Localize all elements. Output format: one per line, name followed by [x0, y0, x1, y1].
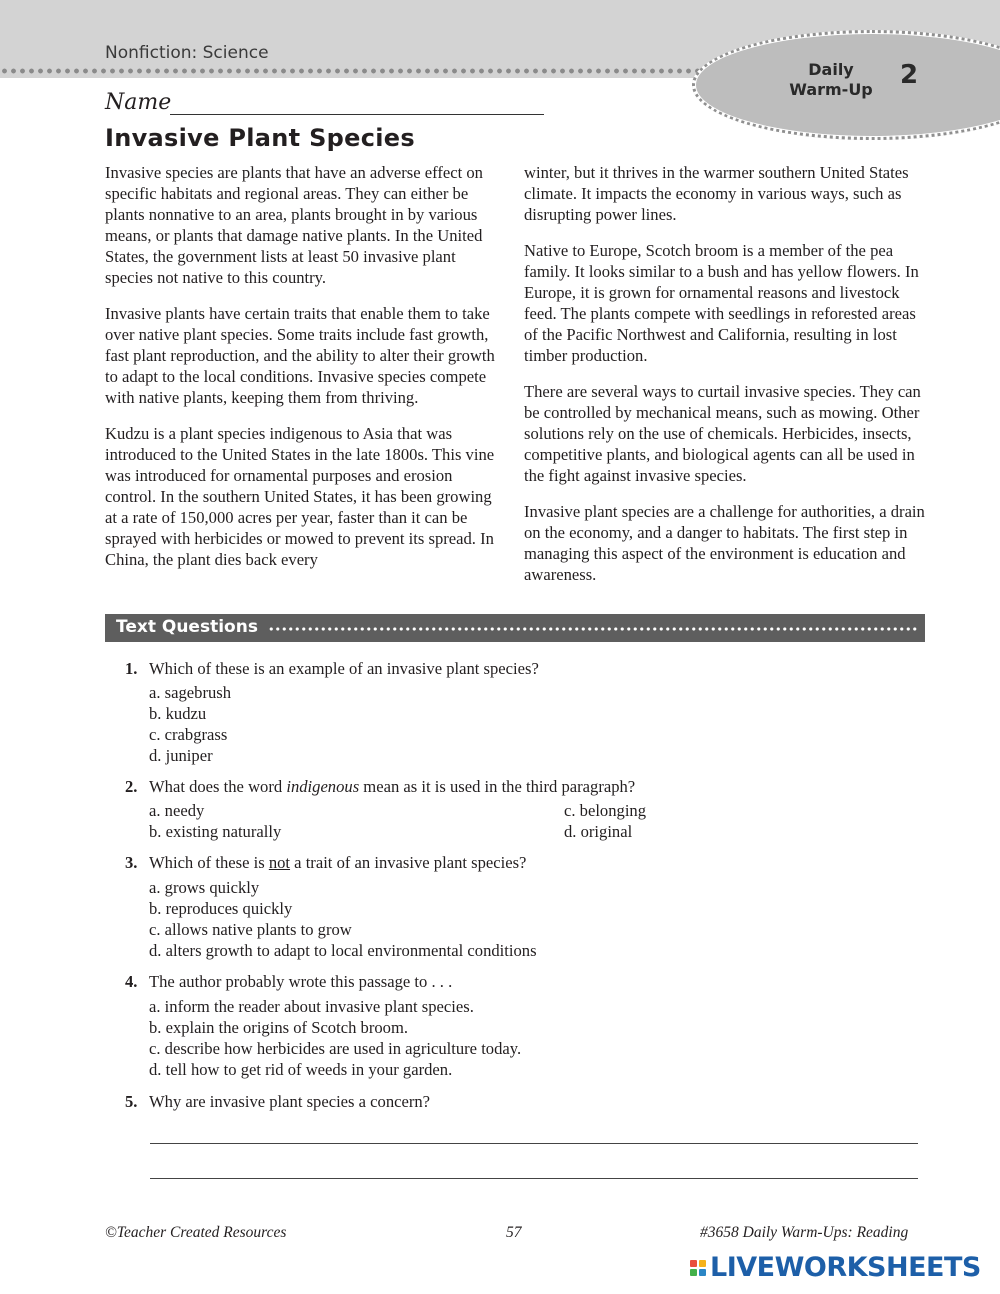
question-number: 2.	[125, 777, 138, 796]
question-stem	[149, 853, 526, 873]
footer-copyright: ©Teacher Created Resources	[105, 1224, 287, 1241]
liveworksheets-logo	[690, 1252, 981, 1283]
answer-option[interactable]: a. sagebrush	[149, 683, 232, 702]
page-title: Invasive Plant Species	[105, 124, 415, 152]
answer-option[interactable]: c. belonging	[564, 801, 647, 820]
answer-option[interactable]: d. original	[564, 822, 633, 841]
question-stem: Which of these is an example of an invasive plant species?	[149, 659, 539, 678]
category-label: Nonfiction: Science	[105, 43, 269, 63]
liveworksheets-logo-icon	[690, 1260, 706, 1276]
answer-option[interactable]: a. grows quickly	[149, 878, 260, 897]
logo-square	[690, 1269, 697, 1276]
passage-paragraph: winter, but it thrives in the warmer southern United States climate. It impacts the economy in various ways, such as disrupting power lines.	[524, 163, 909, 224]
logo-square	[690, 1260, 697, 1267]
question-stem-part: Which of these is	[149, 853, 269, 872]
answer-option[interactable]: c. describe how herbicides are used in agriculture today.	[149, 1039, 522, 1058]
answer-option[interactable]: a. needy	[149, 801, 205, 820]
question-number: 4.	[125, 972, 138, 991]
question-number: 5.	[125, 1092, 138, 1111]
question-stem: Why are invasive plant species a concern?	[149, 1092, 431, 1111]
answer-option[interactable]: d. alters growth to adapt to local environmental conditions	[149, 941, 537, 960]
question-stem-emphasis: not	[268, 853, 291, 872]
question-stem-emphasis: indigenous	[286, 777, 360, 796]
questions-header: Text Questions	[116, 617, 258, 637]
answer-option[interactable]: b. reproduces quickly	[149, 899, 293, 918]
name-label: Name	[105, 90, 172, 115]
passage-right-column	[524, 162, 928, 600]
question-stem-part: a trait of an invasive plant species?	[290, 853, 527, 872]
liveworksheets-logo-text: LIVEWORKSHEETS	[710, 1252, 981, 1283]
answer-option[interactable]: b. explain the origins of Scotch broom.	[149, 1018, 409, 1037]
answer-option[interactable]: c. allows native plants to grow	[149, 920, 352, 939]
passage-paragraph: Invasive plant species are a challenge for authorities, a drain on the economy, and a danger to habitats. The first step in managing this aspect of the environment is education and awareness.	[524, 502, 925, 584]
answer-write-line[interactable]	[150, 1143, 918, 1144]
badge-label	[782, 60, 880, 100]
badge-number: 2	[900, 60, 919, 90]
passage-paragraph: Native to Europe, Scotch broom is a member of the pea family. It looks similar to a bush and has yellow flowers. In Europe, it is grown for ornamental reasons and livestock feed. The plants compete with seedlings in reforested areas of the Pacific Northwest and California, resulting in lost timber production.	[524, 241, 919, 365]
header-dotted-rule	[0, 66, 720, 76]
answer-option[interactable]: d. tell how to get rid of weeds in your garden.	[149, 1060, 453, 1079]
question-stem-part: What does the word	[149, 777, 287, 796]
question-stem: The author probably wrote this passage to . . .	[149, 972, 453, 991]
footer-book-title: #3658 Daily Warm-Ups: Reading	[700, 1224, 909, 1241]
answer-option[interactable]: d. juniper	[149, 746, 213, 765]
answer-option[interactable]: b. existing naturally	[149, 822, 282, 841]
answer-option[interactable]: b. kudzu	[149, 704, 207, 723]
question-stem	[149, 777, 635, 797]
passage-paragraph: Invasive plants have certain traits that enable them to take over native plant species. Some traits include fast growth, fast plant reproduction, and the ability to alter their growth to adapt to the local conditions. Invasive species compete with native plants, keeping them from thriving.	[105, 304, 495, 407]
logo-square	[699, 1260, 706, 1267]
question-stem-part: mean as it is used in the third paragraph?	[359, 777, 636, 796]
passage-paragraph: There are several ways to curtail invasive species. They can be controlled by mechanical means, such as mowing. Other solutions rely on the use of chemicals. Herbicides, insects, competitive plants, and biological agents can all be used in the fight against invasive species.	[524, 382, 921, 485]
badge-label-line1: Daily	[808, 60, 854, 79]
answer-option[interactable]: c. crabgrass	[149, 725, 228, 744]
question-number: 3.	[125, 853, 138, 872]
answer-option[interactable]: a. inform the reader about invasive plant species.	[149, 997, 474, 1016]
questions-header-dots	[268, 626, 918, 632]
question-number: 1.	[125, 659, 138, 678]
name-input-line[interactable]	[170, 114, 544, 115]
footer-page-number: 57	[506, 1224, 522, 1241]
answer-write-line[interactable]	[150, 1178, 918, 1179]
passage-left-column	[105, 162, 503, 585]
logo-square	[699, 1269, 706, 1276]
passage-paragraph: Kudzu is a plant species indigenous to Asia that was introduced to the United States in the late 1800s. This vine was introduced for ornamental purposes and erosion control. In the southern United States, it has been growing at a rate of 150,000 acres per year, faster than it can be sprayed with herbicides or mowed to prevent its spread. In China, the plant dies back every	[105, 424, 495, 569]
badge-label-line2: Warm-Up	[789, 80, 873, 99]
passage-paragraph: Invasive species are plants that have an adverse effect on specific habitats and regional areas. They can either be plants nonnative to an area, plants brought in by various means, or plants that damage native plants. In the United States, the government lists at least 50 invasive plant species not native to this country.	[105, 163, 483, 287]
